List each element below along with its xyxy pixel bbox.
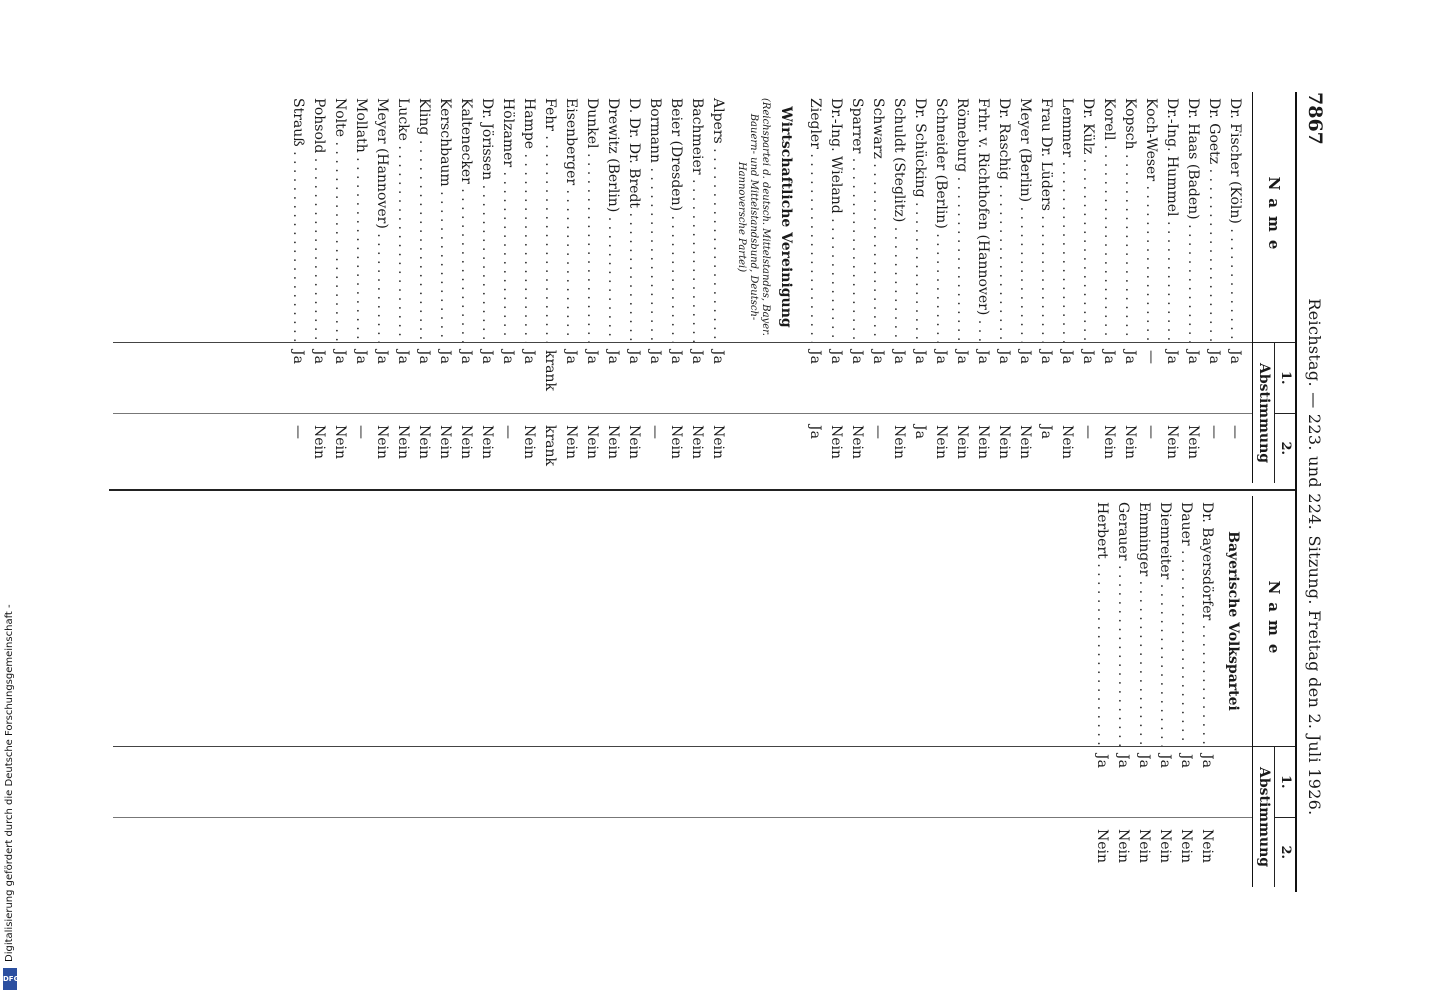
vote-row [1225, 92, 1246, 483]
vote-row [498, 92, 519, 483]
member-name: Emminger . . . [1137, 496, 1153, 746]
member-name: Ziegler . . . [808, 92, 824, 342]
member-name: Strauß . . . [291, 92, 307, 342]
vote-row [973, 92, 994, 483]
vote-round-2: — [1143, 425, 1160, 439]
vote-row [582, 92, 603, 483]
round-1-header: 1. [1278, 774, 1293, 789]
party-section [288, 92, 805, 483]
member-name: Lemmer . . . [1060, 92, 1076, 342]
member-name: Frhr. v. Richthofen (Hannover) . . . [976, 92, 992, 342]
vote-row [868, 92, 889, 483]
vote-round-2: Nein [668, 425, 685, 460]
member-name: Kerschbaum . . . [438, 92, 454, 342]
vote-round-2: Nein [563, 425, 580, 460]
vote-round-1: Ja [807, 350, 824, 364]
vote-round-1: Ja [668, 350, 685, 364]
vote-column-continued [109, 496, 1295, 887]
vote-round-2: Nein [1136, 829, 1153, 864]
vote-round-2: Nein [1157, 829, 1174, 864]
vote-round-2: — [1206, 425, 1223, 439]
member-name: Bachmeier . . . [690, 92, 706, 342]
vote-round-2: Nein [332, 425, 349, 460]
vote-round-2: Ja [912, 425, 929, 439]
member-name: Mollath . . . [354, 92, 370, 342]
column-header [1252, 496, 1295, 887]
vote-round-1: Ja [500, 350, 517, 364]
vote-row [1204, 92, 1225, 483]
member-name: Kaltenecker . . . [459, 92, 475, 342]
party-subtitle: (Reichspartei d. deutsch. Mittelstandes, Bayer. Bauern- und Mittelstandsbund, Deutsch-Hannoversche Partei) [736, 98, 771, 336]
vote-round-2: Nein [374, 425, 391, 460]
member-name: Sparrer . . . [850, 92, 866, 342]
member-name: Gerauer . . . [1116, 496, 1132, 746]
member-name: Schuldt (Steglitz) . . . [892, 92, 908, 342]
vote-round-2: Nein [996, 425, 1013, 460]
member-name: Korell . . . [1102, 92, 1118, 342]
vote-round-2: Nein [437, 425, 454, 460]
column-divider [109, 489, 1295, 491]
vote-round-2: — [870, 425, 887, 439]
vote-round-1: Ja [689, 350, 706, 364]
vote-round-2: Nein [311, 425, 328, 460]
vote-round-2: Nein [933, 425, 950, 460]
member-name: Eisenberger . . . [564, 92, 580, 342]
vote-row [1036, 92, 1057, 483]
vote-round-2: Nein [689, 425, 706, 460]
member-name: Bormann . . . [648, 92, 664, 342]
round-2-header: 2. [1275, 817, 1295, 888]
party-section [805, 92, 1252, 483]
vote-row [330, 92, 351, 483]
vote-row [372, 92, 393, 483]
member-name: Dr. Fischer (Köln) . . . [1228, 92, 1244, 342]
vote-round-2: Nein [1017, 425, 1034, 460]
header-rule [1295, 92, 1297, 892]
vote-round-1: Ja [870, 350, 887, 364]
vote-round-2: Nein [849, 425, 866, 460]
party-title: Wirtschaftliche Vereinigung [778, 106, 794, 328]
vote-round-2: Nein [521, 425, 538, 460]
vote-round-1: Ja [1199, 754, 1216, 768]
abstimmung-header: Abstimmung [1256, 362, 1272, 464]
vote-row [288, 92, 309, 483]
member-name: Kling . . . [417, 92, 433, 342]
vote-round-2: Nein [416, 425, 433, 460]
vote-row [666, 92, 687, 483]
vote-row [561, 92, 582, 483]
vote-row [931, 92, 952, 483]
vote-round-1: Ja [626, 350, 643, 364]
running-title: Reichstag. — 223. und 224. Sitzung. Freitag den 2. Juli 1926. [1305, 298, 1324, 816]
member-name: Meyer (Hannover) . . . [375, 92, 391, 342]
vote-round-2: Nein [891, 425, 908, 460]
vote-row [826, 92, 847, 483]
vote-round-1: Ja [584, 350, 601, 364]
vote-round-2: Nein [479, 425, 496, 460]
name-header: Name [1253, 496, 1295, 747]
member-name: Dr.-Ing. Hummel . . . [1165, 92, 1181, 342]
vote-round-1: Ja [1178, 754, 1195, 768]
vote-round-2: Nein [1059, 425, 1076, 460]
member-name: Dr. Raschig . . . [997, 92, 1013, 342]
vote-row [645, 92, 666, 483]
vote-row [393, 92, 414, 483]
vote-round-1: Ja [1094, 754, 1111, 768]
vote-round-2: Nein [1101, 425, 1118, 460]
party-title: Bayerische Volkspartei [1225, 531, 1241, 711]
member-name: Fehr . . . [543, 92, 559, 342]
vote-round-2: Nein [1178, 829, 1195, 864]
vote-round-2: Nein [1185, 425, 1202, 460]
vote-row [519, 92, 540, 483]
vote-round-1: Ja [1017, 350, 1034, 364]
vote-round-1: Ja [891, 350, 908, 364]
vote-round-2: Nein [1115, 829, 1132, 864]
member-name: Kopsch . . . [1123, 92, 1139, 342]
vote-round-2: Nein [1122, 425, 1139, 460]
vote-row [994, 92, 1015, 483]
member-name: Dr. Bayersdörfer . . . [1200, 496, 1216, 746]
member-name: Römeburg . . . [955, 92, 971, 342]
member-name: Meyer (Berlin) . . . [1018, 92, 1034, 342]
vote-round-1: Ja [311, 350, 328, 364]
vote-row [805, 92, 826, 483]
vote-round-1: Ja [1059, 350, 1076, 364]
vote-round-1: Ja [1136, 754, 1153, 768]
digitization-credit [0, 0, 20, 1000]
vote-round-1: Ja [647, 350, 664, 364]
vote-round-1: Ja [374, 350, 391, 364]
vote-round-2: Nein [458, 425, 475, 460]
vote-row [1015, 92, 1036, 483]
document-page [104, 92, 1330, 892]
vote-round-2: — [647, 425, 664, 439]
vote-round-2: Nein [710, 425, 727, 460]
vote-round-1: Ja [563, 350, 580, 364]
member-name: Lucke . . . [396, 92, 412, 342]
member-name: Dr. Jörissen . . . [480, 92, 496, 342]
vote-row [1176, 496, 1197, 887]
vote-row [1155, 496, 1176, 887]
vote-row [1078, 92, 1099, 483]
vote-round-1: Ja [1115, 754, 1132, 768]
vote-row [847, 92, 868, 483]
round-1-header: 1. [1278, 370, 1293, 385]
vote-round-2: Nein [975, 425, 992, 460]
vote-round-2: Nein [1199, 829, 1216, 864]
vote-row [1141, 92, 1162, 483]
member-name: Dr. Schücking . . . [913, 92, 929, 342]
vote-row [1120, 92, 1141, 483]
vote-row [309, 92, 330, 483]
vote-row [1183, 92, 1204, 483]
vote-row [1162, 92, 1183, 483]
vote-round-1: Ja [710, 350, 727, 364]
vote-round-2: — [290, 425, 307, 439]
dfg-logo: DFG [3, 968, 17, 990]
member-name: Alpers . . . [711, 92, 727, 342]
vote-row [687, 92, 708, 483]
vote-round-1: Ja [353, 350, 370, 364]
member-name: Dr. Külz . . . [1081, 92, 1097, 342]
vote-round-1: — [1143, 350, 1160, 364]
vote-row [1057, 92, 1078, 483]
vote-row [351, 92, 372, 483]
round-2-header: 2. [1275, 413, 1295, 484]
vote-row [708, 92, 729, 483]
vote-row [1134, 496, 1155, 887]
vote-round-1: Ja [912, 350, 929, 364]
vote-round-1: Ja [416, 350, 433, 364]
vote-round-1: Ja [828, 350, 845, 364]
vote-row [1113, 496, 1134, 887]
member-name: D. Dr. Dr. Bredt . . . [627, 92, 643, 342]
member-name: Dr. Haas (Baden) . . . [1186, 92, 1202, 342]
vote-list [113, 92, 1252, 483]
column-header [1252, 92, 1295, 483]
vote-round-1: Ja [437, 350, 454, 364]
vote-row [435, 92, 456, 483]
vote-round-2: Nein [584, 425, 601, 460]
member-name: Schneider (Berlin) . . . [934, 92, 950, 342]
vote-round-1: Ja [1101, 350, 1118, 364]
member-name: Dunkel . . . [585, 92, 601, 342]
member-name: Drewitz (Berlin) . . . [606, 92, 622, 342]
vote-row [477, 92, 498, 483]
vote-round-1: Ja [1038, 350, 1055, 364]
credit-text: Digitalisierung gefördert durch die Deutsche Forschungsgemeinschaft - [4, 604, 15, 962]
vote-header [1253, 343, 1295, 483]
vote-round-1: Ja [521, 350, 538, 364]
vote-round-2: — [500, 425, 517, 439]
vote-round-1: Ja [1185, 350, 1202, 364]
vote-round-2: Nein [828, 425, 845, 460]
member-name: Herbert . . . [1095, 496, 1111, 746]
vote-row [540, 92, 561, 483]
party-section [1092, 496, 1252, 887]
vote-round-1: Ja [1157, 754, 1174, 768]
vote-round-2: Nein [626, 425, 643, 460]
vote-column [109, 92, 1295, 483]
vote-round-2: Ja [1038, 425, 1055, 439]
vote-row [456, 92, 477, 483]
vote-round-1: Ja [605, 350, 622, 364]
vote-round-2: Nein [605, 425, 622, 460]
vote-row [603, 92, 624, 483]
page-number: 7867 [1304, 92, 1326, 145]
vote-round-2: Nein [1094, 829, 1111, 864]
vote-round-2: Nein [1164, 425, 1181, 460]
vote-round-1: Ja [395, 350, 412, 364]
vote-round-1: Ja [996, 350, 1013, 364]
member-name: Hölzamer . . . [501, 92, 517, 342]
vote-round-2: — [1080, 425, 1097, 439]
vote-row [1092, 496, 1113, 887]
vote-round-1: Ja [479, 350, 496, 364]
member-name: Dauer . . . [1179, 496, 1195, 746]
vote-round-1: Ja [1122, 350, 1139, 364]
vote-row [1197, 496, 1218, 887]
vote-round-1: Ja [290, 350, 307, 364]
vote-row [624, 92, 645, 483]
member-name: Pohsold . . . [312, 92, 328, 342]
member-name: Dr. Goetz . . . [1207, 92, 1223, 342]
name-header: Name [1253, 92, 1295, 343]
vote-round-1: Ja [1080, 350, 1097, 364]
vote-round-2: krank [542, 425, 559, 467]
vote-round-2: — [353, 425, 370, 439]
vote-round-1: Ja [975, 350, 992, 364]
vote-round-2: Nein [954, 425, 971, 460]
vote-round-2: Ja [807, 425, 824, 439]
member-name: Hampe . . . [522, 92, 538, 342]
vote-row [889, 92, 910, 483]
vote-round-2: Nein [395, 425, 412, 460]
vote-round-1: Ja [1164, 350, 1181, 364]
member-name: Nolte . . . [333, 92, 349, 342]
abstimmung-header: Abstimmung [1256, 766, 1272, 868]
vote-row [414, 92, 435, 483]
member-name: Beier (Dresden) . . . [669, 92, 685, 342]
vote-list-continued [113, 496, 1252, 887]
vote-round-1: Ja [849, 350, 866, 364]
vote-header [1253, 747, 1295, 887]
vote-round-1: Ja [954, 350, 971, 364]
vote-round-1: Ja [1227, 350, 1244, 364]
member-name: Dr.-Ing. Wieland . . . [829, 92, 845, 342]
vote-row [952, 92, 973, 483]
vote-round-1: krank [542, 350, 559, 392]
member-name: Schwarz . . . [871, 92, 887, 342]
vote-row [910, 92, 931, 483]
running-head [1300, 92, 1330, 892]
vote-round-1: Ja [1206, 350, 1223, 364]
member-name: Diemreiter . . . [1158, 496, 1174, 746]
vote-round-1: Ja [332, 350, 349, 364]
vote-row [1099, 92, 1120, 483]
member-name: Frau Dr. Lüders . . . [1039, 92, 1055, 342]
vote-round-1: Ja [458, 350, 475, 364]
vote-round-1: Ja [933, 350, 950, 364]
member-name: Koch-Weser . . . [1144, 92, 1160, 342]
vote-round-2: — [1227, 425, 1244, 439]
